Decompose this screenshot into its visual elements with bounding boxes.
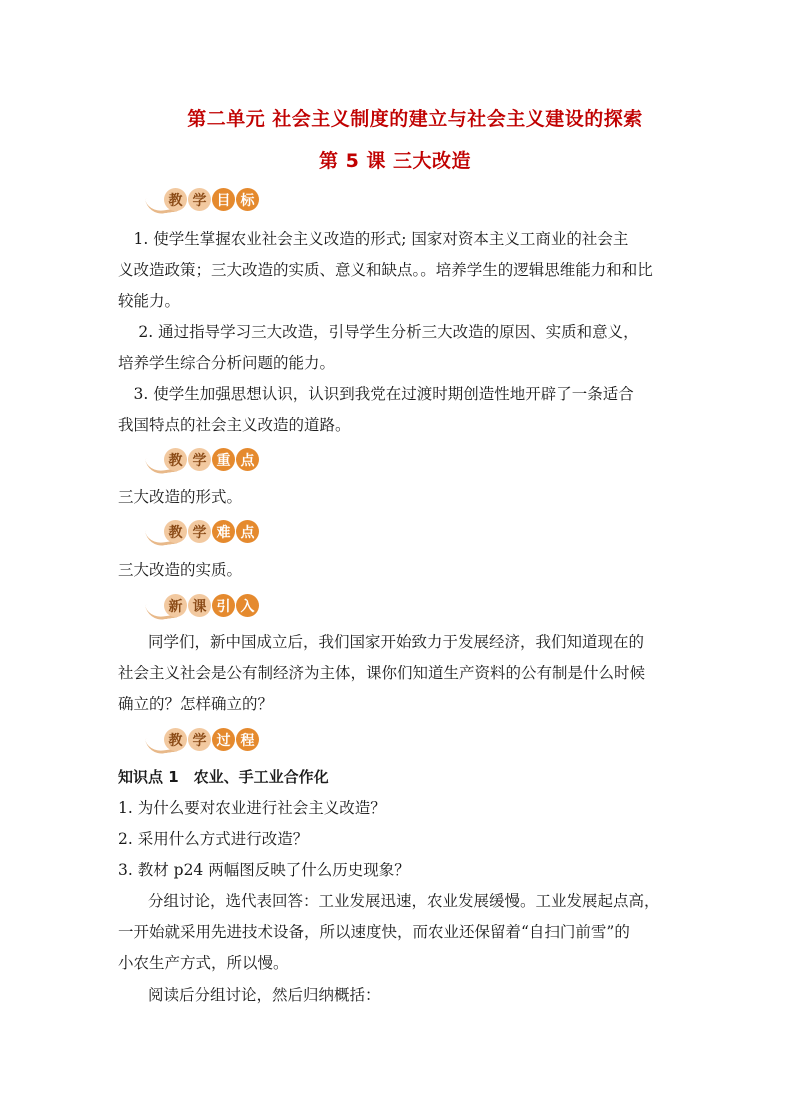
closing-line: 阅读后分组讨论，然后归纳概括： <box>148 986 381 1004</box>
badge-char: 难 <box>212 520 235 543</box>
objectives-heading-badge <box>146 188 256 214</box>
badge-char: 学 <box>188 188 211 211</box>
process-heading-badge <box>146 728 256 754</box>
badge-char: 点 <box>236 448 259 471</box>
difficulties-heading-badge <box>146 520 256 546</box>
question-list <box>118 793 674 886</box>
badge-char: 教 <box>164 188 187 211</box>
badge-char: 引 <box>212 594 235 617</box>
objective-2: 2. 通过指导学习三大改造，引导学生分析三大改造的原因、实质和意义， 培养学生综合分析问题的能力。 <box>118 323 639 372</box>
intro-paragraph: 同学们，新中国成立后，我们国家开始致力于发展经济，我们知道现在的 社会主义社会是公有制经济为主体，课你们知道生产资料的公有制是什么时候 确立的？怎样确立的？ <box>118 633 646 713</box>
badge-char: 新 <box>164 594 187 617</box>
badge-char: 教 <box>164 520 187 543</box>
badge-char: 过 <box>212 728 235 751</box>
key-points-heading-badge <box>146 448 256 474</box>
difficulty-text: 三大改造的实质。 <box>118 561 243 579</box>
badge-char: 程 <box>236 728 259 751</box>
badge-char: 入 <box>236 594 259 617</box>
question-item: 2. 采用什么方式进行改造？ <box>118 830 309 848</box>
badge-char: 学 <box>188 520 211 543</box>
objective-3: 3. 使学生加强思想认识，认识到我党在过渡时期创造性地开辟了一条适合 我国特点的社会主义改造的道路。 <box>118 385 634 434</box>
key-point-text: 三大改造的形式。 <box>118 488 243 506</box>
badge-char: 学 <box>188 728 211 751</box>
unit-title: 第二单元 社会主义制度的建立与社会主义建设的探索 <box>187 108 643 130</box>
badge-char: 重 <box>212 448 235 471</box>
question-item: 1. 为什么要对农业进行社会主义改造？ <box>118 799 386 817</box>
lesson-title: 第 5 课 三大改造 <box>318 150 472 172</box>
question-item: 3. 教材 p24 两幅图反映了什么历史现象？ <box>118 861 410 879</box>
objective-1: 1. 使学生掌握农业社会主义改造的形式; 国家对资本主义工商业的社会主 义改造政策；三大改造的实质、意义和缺点。。培养学生的逻辑思维能力和和比 较能力。 <box>118 230 653 310</box>
badge-char: 教 <box>164 728 187 751</box>
badge-char: 点 <box>236 520 259 543</box>
knowledge-point-heading: 知识点 1 农业、手工业合作化 <box>118 768 329 786</box>
badge-char: 目 <box>212 188 235 211</box>
discussion-paragraph: 分组讨论，选代表回答：工业发展迅速，农业发展缓慢。工业发展起点高， 一开始就采用先进技术设备，所以速度快，而农业还保留着“自扫门前雪”的 小农生产方式，所以慢。 <box>118 892 660 972</box>
badge-char: 课 <box>188 594 211 617</box>
badge-char: 学 <box>188 448 211 471</box>
badge-char: 教 <box>164 448 187 471</box>
badge-char: 标 <box>236 188 259 211</box>
intro-heading-badge <box>146 594 256 620</box>
